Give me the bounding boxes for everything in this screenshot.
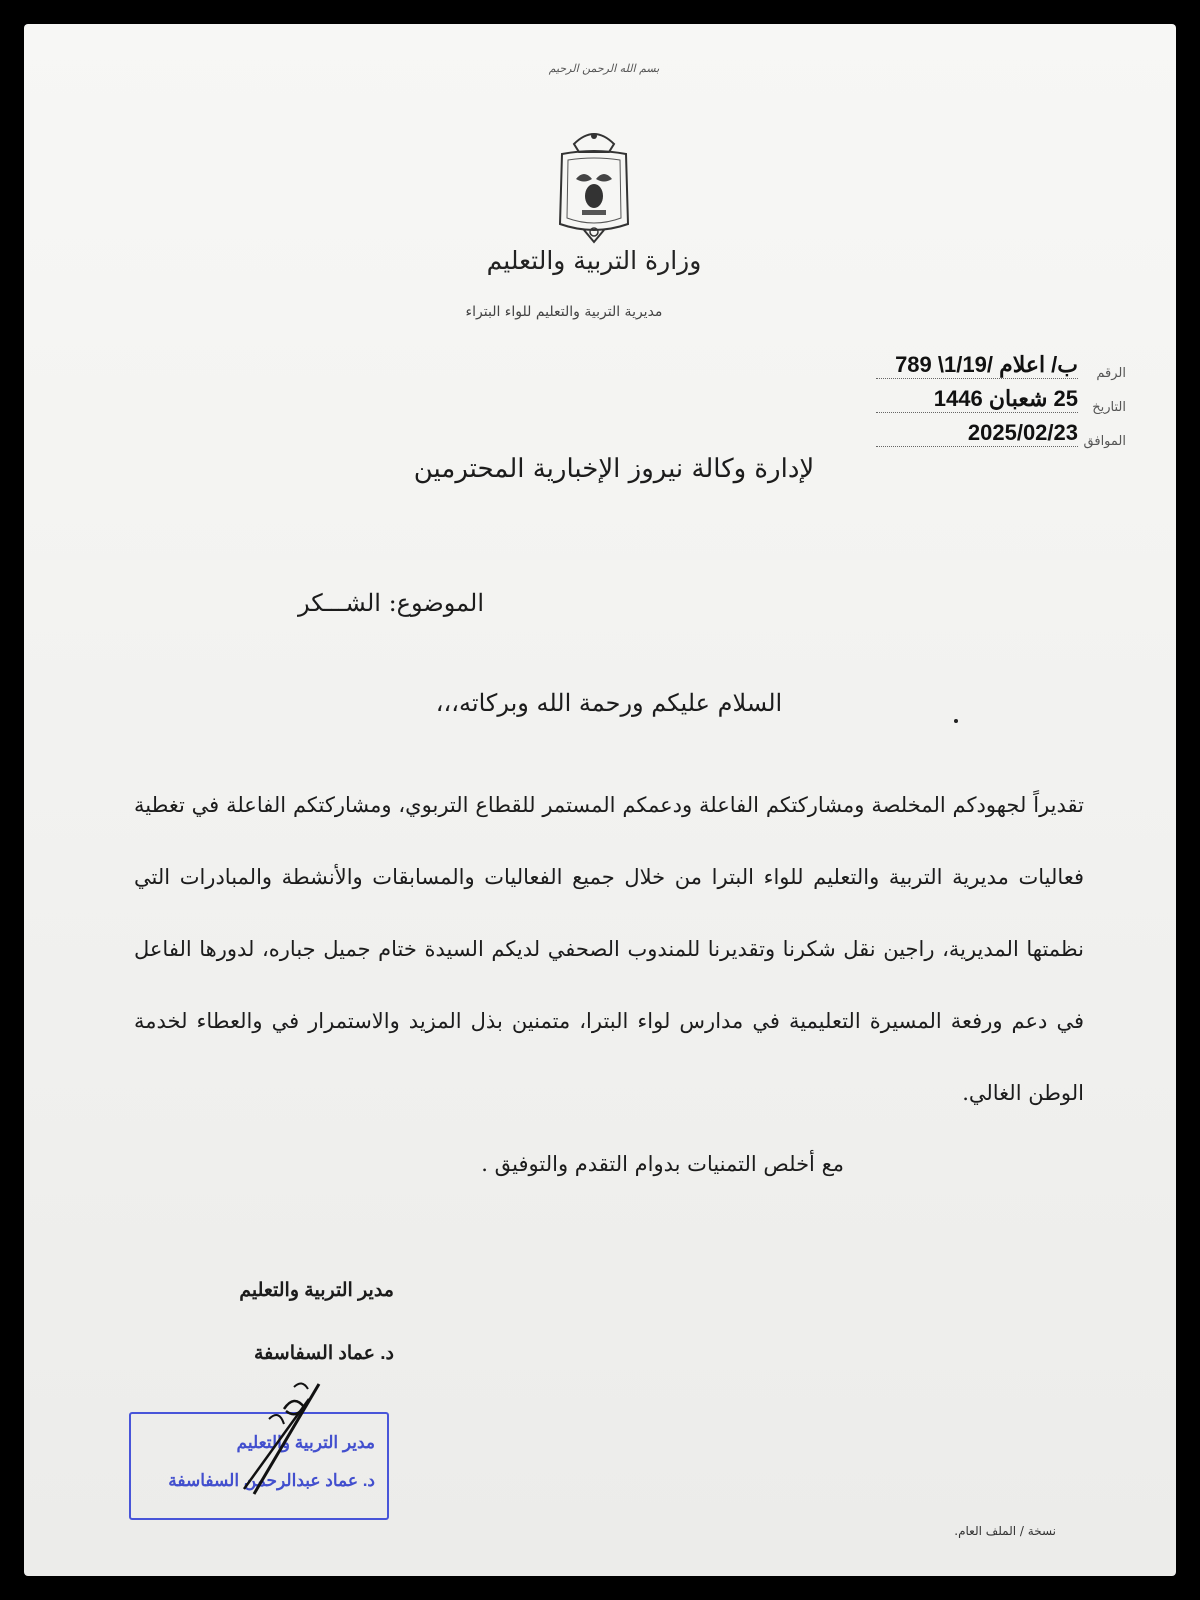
letter-body: تقديراً لجهودكم المخلصة ومشاركتكم الفاعلة ودعمكم المستمر للقطاع التربوي، ومشاركتكم الفاعلة في تغطية فعاليات مديرية التربية والتعليم للواء البترا من خلال جميع الفعاليات والمسابقات والأنشطة والمبادرات التي نظمتها المديرية، راجين نقل شكرنا وتقديرنا للمندوب الصحفي لديكم السيدة ختام جميل جباره، لدورها الفاعل في دعم ورفعة المسيرة التعليمية في مدارس لواء البترا، متمنين بذل المزيد والاستمرار في والعطاء لخدمة الوطن الغالي. [134, 793, 1084, 1105]
handwritten-signature-icon [224, 1379, 344, 1499]
ministry-name: وزارة التربية والتعليم [486, 246, 702, 275]
addressee: لإدارة وكالة نيروز الإخبارية المحترمين [413, 454, 815, 484]
gregorian-date-value: 2025/02/23 [967, 420, 1078, 445]
stamp-line-name: د. عماد عبدالرحمن السفاسفة [168, 1471, 375, 1490]
signatory-name: د. عماد السفاسفة [253, 1343, 394, 1364]
signatory-title: مدير التربية والتعليم [239, 1280, 394, 1301]
reference-corresponding-row [876, 420, 1126, 454]
closing-line: مع أخلص التمنيات بدوام التقدم والتوفيق . [481, 1152, 844, 1176]
greeting: السلام عليكم ورحمة الله وبركاته،،، [435, 689, 783, 717]
reference-number-row [876, 352, 1126, 386]
basmala: بسم الله الرحمن الرحيم [548, 62, 660, 75]
ink-dot [954, 719, 958, 723]
corresponding-label: الموافق [1083, 434, 1126, 449]
hijri-date-value: 25 شعبان 1446 [933, 386, 1078, 411]
stamp-line-title: مدير التربية والتعليم [236, 1433, 375, 1452]
reference-date-row [876, 386, 1126, 420]
coat-of-arms-icon [544, 124, 644, 249]
date-label: التاريخ [1092, 400, 1126, 415]
subject-line: الموضوع: الشـــكر [297, 589, 484, 617]
directorate-name: مديرية التربية والتعليم للواء البتراء [465, 304, 663, 320]
reference-number-label: الرقم [1096, 366, 1126, 381]
letter-page [24, 24, 1176, 1576]
copy-note: نسخة / الملف العام. [954, 1524, 1056, 1538]
reference-number-value: ب/ اعلام /1/19\ 789 [895, 352, 1078, 377]
